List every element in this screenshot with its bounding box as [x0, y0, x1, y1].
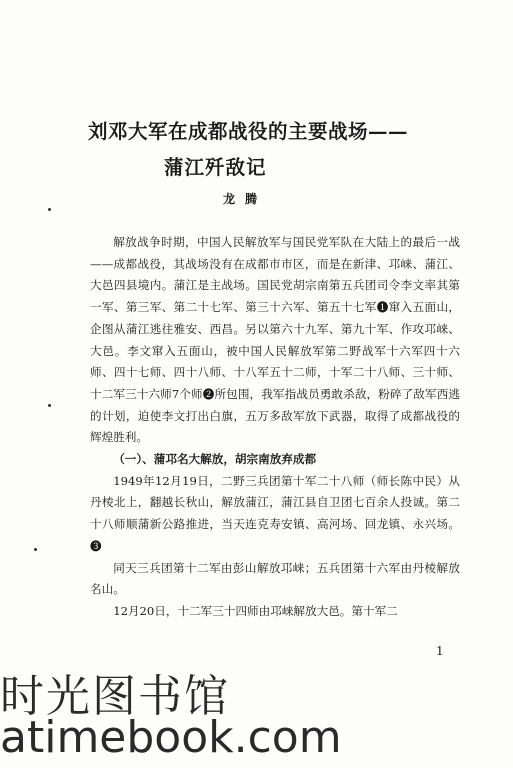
paragraph-intro: 解放战争时期，中国人民解放军与国民党军队在大陆上的最后一战——成都战役，其战场没有在成都市市区，而是在新津、邛崃、蒲江、大邑四县境内。蒲江是主战场。国民党胡宗南第五兵团司令李文率其第一军、第三军、第二十七军、第三十六军、第五十七军❶窜入五面山，企图从蒲江逃往雅安、西昌。另以第六十九军、第九十军、作攻邛崃、大邑。李文窜入五面山，被中国人民解放军第二野战军十六军四十六师、四十七师、四十八师、十八军五十二师，十军二十八师、三十师、十二军三十六师7个师❷所包围，我军指战员勇敢杀敌，粉碎了敌军西逃的计划，迫使李文打出白旗，五万多敌军放下武器，取得了成都战役的辉煌胜利。 [90, 235, 460, 445]
margin-dot [48, 208, 51, 211]
article-title-line1: 刘邓大军在成都战役的主要战场—— [88, 120, 409, 143]
article-body [90, 232, 460, 623]
section-heading: （一）、蒲邛名大解放，胡宗南放弃成都 [113, 452, 317, 467]
paragraph: 1949年12月19日，二野三兵团第十军二十八师（师长陈中民）从丹棱北上，翻越长秋山，解放蒲江，蒲江县自卫团七百余人投诚。第二十八师顺蒲新公路推进，当天连克寿安镇、高河场、回龙镇、永兴场。❸ [90, 473, 460, 553]
article-title-line2: 蒲江歼敌记 [164, 156, 267, 179]
paragraph: 12月20日，十二军三十四师由邛崃解放大邑。第十军二 [113, 603, 398, 618]
margin-dot [34, 548, 37, 551]
margin-dot [48, 404, 51, 407]
watermark-chinese: 时光图书馆 [0, 671, 230, 722]
paragraph: 同天三兵团第十二军由彭山解放邛崃；五兵团第十六军由丹棱解放名山。 [90, 560, 460, 597]
author-name: 龙腾 [223, 192, 268, 206]
watermark-url: atimebook.com [0, 712, 342, 763]
page-number: 1 [436, 644, 444, 658]
